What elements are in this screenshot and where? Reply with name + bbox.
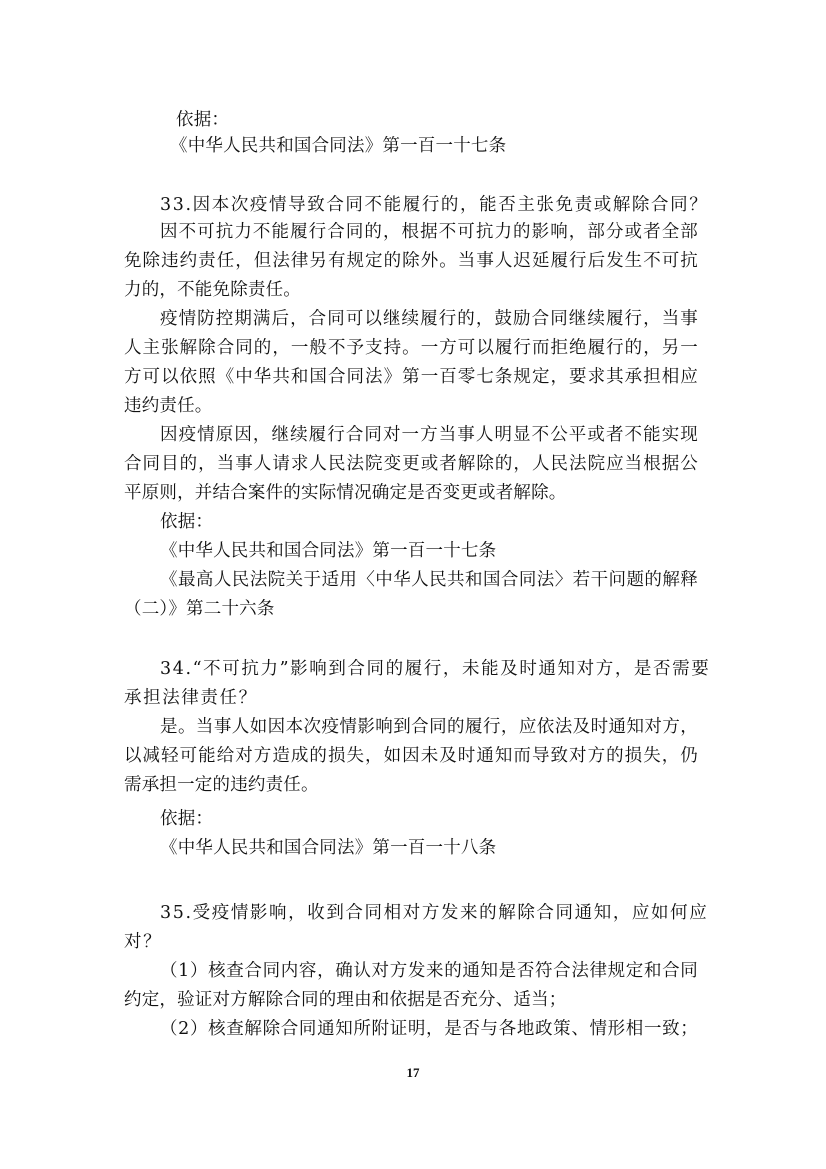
question-34-line-2: 承担法律责任？ <box>124 688 258 708</box>
page-number: 17 <box>406 1065 420 1080</box>
q34-basis-label: 依据： <box>160 809 214 829</box>
question-35-line-1: 35.受疫情影响，收到合同相对方发来的解除合同通知，应如何应 <box>160 903 709 923</box>
question-33: 33.因本次疫情导致合同不能履行的，能否主张免责或解除合同？ <box>160 195 709 215</box>
q34-basis-reference: 《中华人民共和国合同法》第一百一十八条 <box>160 838 497 858</box>
q34-answer-line-1: 是。当事人如因本次疫情影响到合同的履行，应依法及时通知对方， <box>160 717 698 737</box>
q35-item-2: （2）核查解除合同通知所附证明，是否与各地政策、情形相一致； <box>160 1019 698 1039</box>
q33-paragraph-3-line-3: 平原则，并结合案件的实际情况确定是否变更或者解除。 <box>124 483 567 503</box>
q33-paragraph-3-line-2: 合同目的，当事人请求人民法院变更或者解除的，人民法院应当根据公 <box>124 454 698 474</box>
q34-answer-line-2: 以减轻可能给对方造成的损失，如因未及时通知而导致对方的损失，仍 <box>124 746 698 766</box>
q33-paragraph-2-line-4: 违约责任。 <box>124 396 213 416</box>
q33-paragraph-1-line-2: 免除违约责任，但法律另有规定的除外。当事人迟延履行后发生不可抗 <box>124 251 698 271</box>
q33-paragraph-3-line-1: 因疫情原因，继续履行合同对一方当事人明显不公平或者不能实现 <box>160 425 698 445</box>
q35-item-1-line-2: 约定，验证对方解除合同的理由和依据是否充分、适当； <box>124 990 567 1010</box>
q33-paragraph-2-line-1: 疫情防控期满后，合同可以继续履行的，鼓励合同继续履行，当事 <box>160 309 698 329</box>
q35-item-1-line-1: （1）核查合同内容，确认对方发来的通知是否符合法律规定和合同 <box>160 961 698 981</box>
q33-paragraph-2-line-2: 人主张解除合同的，一般不予支持。一方可以履行而拒绝履行的，另一 <box>124 338 698 358</box>
q33-basis-reference-2-line-1: 《最高人民法院关于适用〈中华人民共和国合同法〉若干问题的解释 <box>160 570 698 590</box>
q33-paragraph-2-line-3: 方可以依照《中华共和国合同法》第一百零七条规定，要求其承担相应 <box>124 367 698 387</box>
q33-basis-reference-1: 《中华人民共和国合同法》第一百一十七条 <box>160 541 497 561</box>
q33-basis-reference-2-line-2: （二）》第二十六条 <box>124 599 275 619</box>
basis-label: 依据： <box>176 110 230 130</box>
q33-basis-label: 依据： <box>160 512 214 532</box>
q34-answer-line-3: 需承担一定的违约责任。 <box>124 775 319 795</box>
q33-paragraph-1-line-1: 因不可抗力不能履行合同的，根据不可抗力的影响，部分或者全部 <box>160 222 698 242</box>
question-34-line-1: 34.“不可抗力”影响到合同的履行，未能及时通知对方，是否需要 <box>160 659 711 679</box>
q33-paragraph-1-line-3: 力的，不能免除责任。 <box>124 280 301 300</box>
question-35-line-2: 对？ <box>124 932 163 952</box>
basis-reference: 《中华人民共和国合同法》第一百一十七条 <box>170 136 507 156</box>
